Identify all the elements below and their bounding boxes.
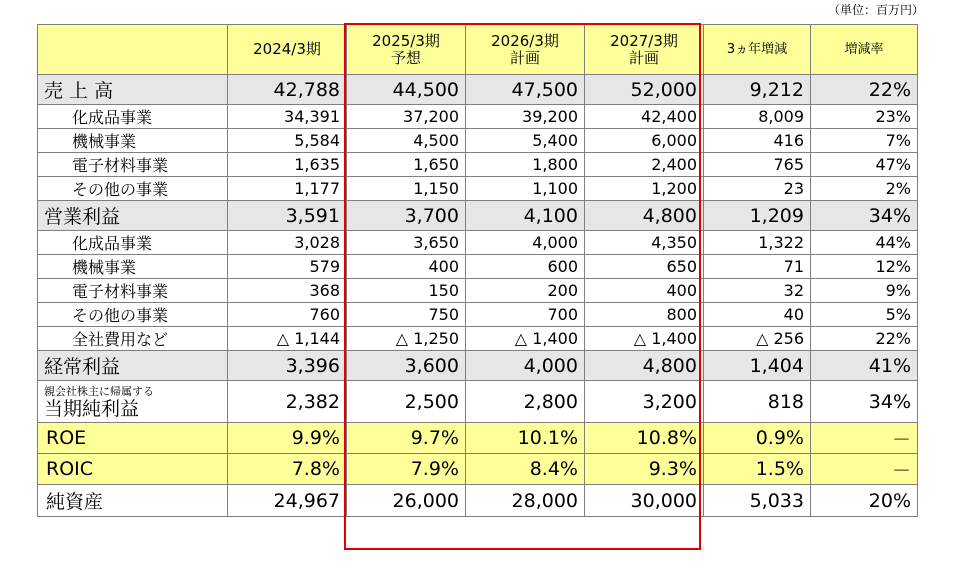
value-cell: 1,404 xyxy=(704,351,811,381)
value-cell: 71 xyxy=(704,255,811,279)
value-cell: 818 xyxy=(704,381,811,423)
value-cell: 1,200 xyxy=(585,177,704,201)
value-cell: 23 xyxy=(704,177,811,201)
value-cell: 52,000 xyxy=(585,75,704,105)
value-cell: 4,000 xyxy=(466,351,585,381)
header-cell xyxy=(466,25,585,75)
table-row xyxy=(38,105,918,129)
value-cell: 42,788 xyxy=(228,75,347,105)
unit-note: （単位：百万円） xyxy=(827,3,924,17)
value-cell: 4,800 xyxy=(585,201,704,231)
value-cell: 4,000 xyxy=(466,231,585,255)
value-cell: 1,177 xyxy=(228,177,347,201)
value-cell: 700 xyxy=(466,303,585,327)
value-cell: 26,000 xyxy=(347,485,466,517)
value-cell: △ 256 xyxy=(704,327,811,351)
row-label: 売 上 高 xyxy=(38,75,228,105)
row-label: 機械事業 xyxy=(38,255,228,279)
value-cell: 5,584 xyxy=(228,129,347,153)
value-cell: 2,800 xyxy=(466,381,585,423)
value-cell: 1,209 xyxy=(704,201,811,231)
value-cell: 1,635 xyxy=(228,153,347,177)
row-label-note: 親会社株主に帰属する xyxy=(44,384,154,398)
value-cell: 4,350 xyxy=(585,231,704,255)
row-label xyxy=(38,381,228,423)
value-cell: 7% xyxy=(811,129,918,153)
value-cell: － xyxy=(811,454,918,485)
value-cell: 2,382 xyxy=(228,381,347,423)
table-row xyxy=(38,279,918,303)
value-cell: 3,396 xyxy=(228,351,347,381)
value-cell: 4,500 xyxy=(347,129,466,153)
row-label: 化成品事業 xyxy=(38,231,228,255)
table-row xyxy=(38,153,918,177)
table-row xyxy=(38,201,918,231)
header-cell xyxy=(347,25,466,75)
value-cell: 9.7% xyxy=(347,423,466,454)
value-cell: 28,000 xyxy=(466,485,585,517)
value-cell: 1,150 xyxy=(347,177,466,201)
value-cell: 39,200 xyxy=(466,105,585,129)
value-cell: 9,212 xyxy=(704,75,811,105)
value-cell: 1.5% xyxy=(704,454,811,485)
value-cell: 12% xyxy=(811,255,918,279)
header-line: 計画 xyxy=(628,48,659,67)
value-cell: 579 xyxy=(228,255,347,279)
row-label: 電子材料事業 xyxy=(38,153,228,177)
value-cell: 34,391 xyxy=(228,105,347,129)
value-cell: 765 xyxy=(704,153,811,177)
value-cell: 23% xyxy=(811,105,918,129)
header-line: 3ヵ年増減 xyxy=(726,42,788,57)
value-cell: △ 1,400 xyxy=(466,327,585,351)
value-cell: 3,650 xyxy=(347,231,466,255)
value-cell: 416 xyxy=(704,129,811,153)
table-row xyxy=(38,381,918,423)
value-cell: 400 xyxy=(347,255,466,279)
value-cell: 34% xyxy=(811,381,918,423)
table-row xyxy=(38,177,918,201)
table-row xyxy=(38,75,918,105)
value-cell: 7.9% xyxy=(347,454,466,485)
value-cell: 800 xyxy=(585,303,704,327)
value-cell: 4,800 xyxy=(585,351,704,381)
value-cell: 600 xyxy=(466,255,585,279)
value-cell: 1,650 xyxy=(347,153,466,177)
value-cell: △ 1,144 xyxy=(228,327,347,351)
value-cell: 750 xyxy=(347,303,466,327)
row-label: ROIC xyxy=(38,454,228,485)
value-cell: 37,200 xyxy=(347,105,466,129)
value-cell: 368 xyxy=(228,279,347,303)
header-line: 2026/3期 xyxy=(491,31,559,50)
value-cell: 5% xyxy=(811,303,918,327)
table-row xyxy=(38,327,918,351)
value-cell: 5,033 xyxy=(704,485,811,517)
value-cell: 44,500 xyxy=(347,75,466,105)
value-cell: 42,400 xyxy=(585,105,704,129)
header-cell xyxy=(228,25,347,75)
value-cell: 5,400 xyxy=(466,129,585,153)
value-cell: 32 xyxy=(704,279,811,303)
value-cell: 10.1% xyxy=(466,423,585,454)
table-row xyxy=(38,485,918,517)
header-cell xyxy=(38,25,228,75)
value-cell: 24,967 xyxy=(228,485,347,517)
value-cell: 400 xyxy=(585,279,704,303)
value-cell: 30,000 xyxy=(585,485,704,517)
value-cell: 20% xyxy=(811,485,918,517)
value-cell: 3,591 xyxy=(228,201,347,231)
table-row xyxy=(38,423,918,454)
header-line: 2027/3期 xyxy=(610,31,678,50)
value-cell: △ 1,250 xyxy=(347,327,466,351)
row-label: その他の事業 xyxy=(38,177,228,201)
header-line: 2025/3期 xyxy=(372,31,440,50)
value-cell: 650 xyxy=(585,255,704,279)
row-label: 経常利益 xyxy=(38,351,228,381)
table-row xyxy=(38,231,918,255)
value-cell: 9.9% xyxy=(228,423,347,454)
value-cell: 2,500 xyxy=(347,381,466,423)
value-cell: 0.9% xyxy=(704,423,811,454)
table-row xyxy=(38,351,918,381)
value-cell: 9% xyxy=(811,279,918,303)
value-cell: 47% xyxy=(811,153,918,177)
table-body xyxy=(38,75,918,517)
table-row xyxy=(38,303,918,327)
value-cell: 200 xyxy=(466,279,585,303)
value-cell: 1,322 xyxy=(704,231,811,255)
row-label: 化成品事業 xyxy=(38,105,228,129)
header-cell xyxy=(811,25,918,75)
value-cell: 1,100 xyxy=(466,177,585,201)
row-label: 全社費用など xyxy=(38,327,228,351)
value-cell: 41% xyxy=(811,351,918,381)
value-cell: 1,800 xyxy=(466,153,585,177)
table-row xyxy=(38,454,918,485)
table-row xyxy=(38,255,918,279)
value-cell: 3,700 xyxy=(347,201,466,231)
value-cell: 3,200 xyxy=(585,381,704,423)
value-cell: 3,600 xyxy=(347,351,466,381)
header-cell xyxy=(585,25,704,75)
value-cell: 34% xyxy=(811,201,918,231)
row-label: 純資産 xyxy=(38,485,228,517)
value-cell: 9.3% xyxy=(585,454,704,485)
row-label-text: 当期純利益 xyxy=(44,397,140,420)
value-cell: 4,100 xyxy=(466,201,585,231)
value-cell: 8,009 xyxy=(704,105,811,129)
header-row xyxy=(38,25,918,75)
value-cell: 47,500 xyxy=(466,75,585,105)
row-label: その他の事業 xyxy=(38,303,228,327)
value-cell: 2,400 xyxy=(585,153,704,177)
value-cell: 6,000 xyxy=(585,129,704,153)
row-label: 機械事業 xyxy=(38,129,228,153)
header-line: 増減率 xyxy=(844,42,884,57)
value-cell: 10.8% xyxy=(585,423,704,454)
row-label: 営業利益 xyxy=(38,201,228,231)
value-cell: － xyxy=(811,423,918,454)
value-cell: 22% xyxy=(811,327,918,351)
table-row xyxy=(38,129,918,153)
value-cell: 760 xyxy=(228,303,347,327)
header-line: 2024/3期 xyxy=(253,40,321,58)
financial-plan-table xyxy=(37,24,918,517)
header-line: 予想 xyxy=(390,48,421,67)
value-cell: △ 1,400 xyxy=(585,327,704,351)
header-line: 計画 xyxy=(509,48,540,67)
value-cell: 8.4% xyxy=(466,454,585,485)
value-cell: 3,028 xyxy=(228,231,347,255)
value-cell: 40 xyxy=(704,303,811,327)
value-cell: 150 xyxy=(347,279,466,303)
value-cell: 2% xyxy=(811,177,918,201)
value-cell: 7.8% xyxy=(228,454,347,485)
row-label: ROE xyxy=(38,423,228,454)
value-cell: 22% xyxy=(811,75,918,105)
row-label: 電子材料事業 xyxy=(38,279,228,303)
value-cell: 44% xyxy=(811,231,918,255)
financial-plan-table-wrapper xyxy=(37,24,918,517)
header-cell xyxy=(704,25,811,75)
